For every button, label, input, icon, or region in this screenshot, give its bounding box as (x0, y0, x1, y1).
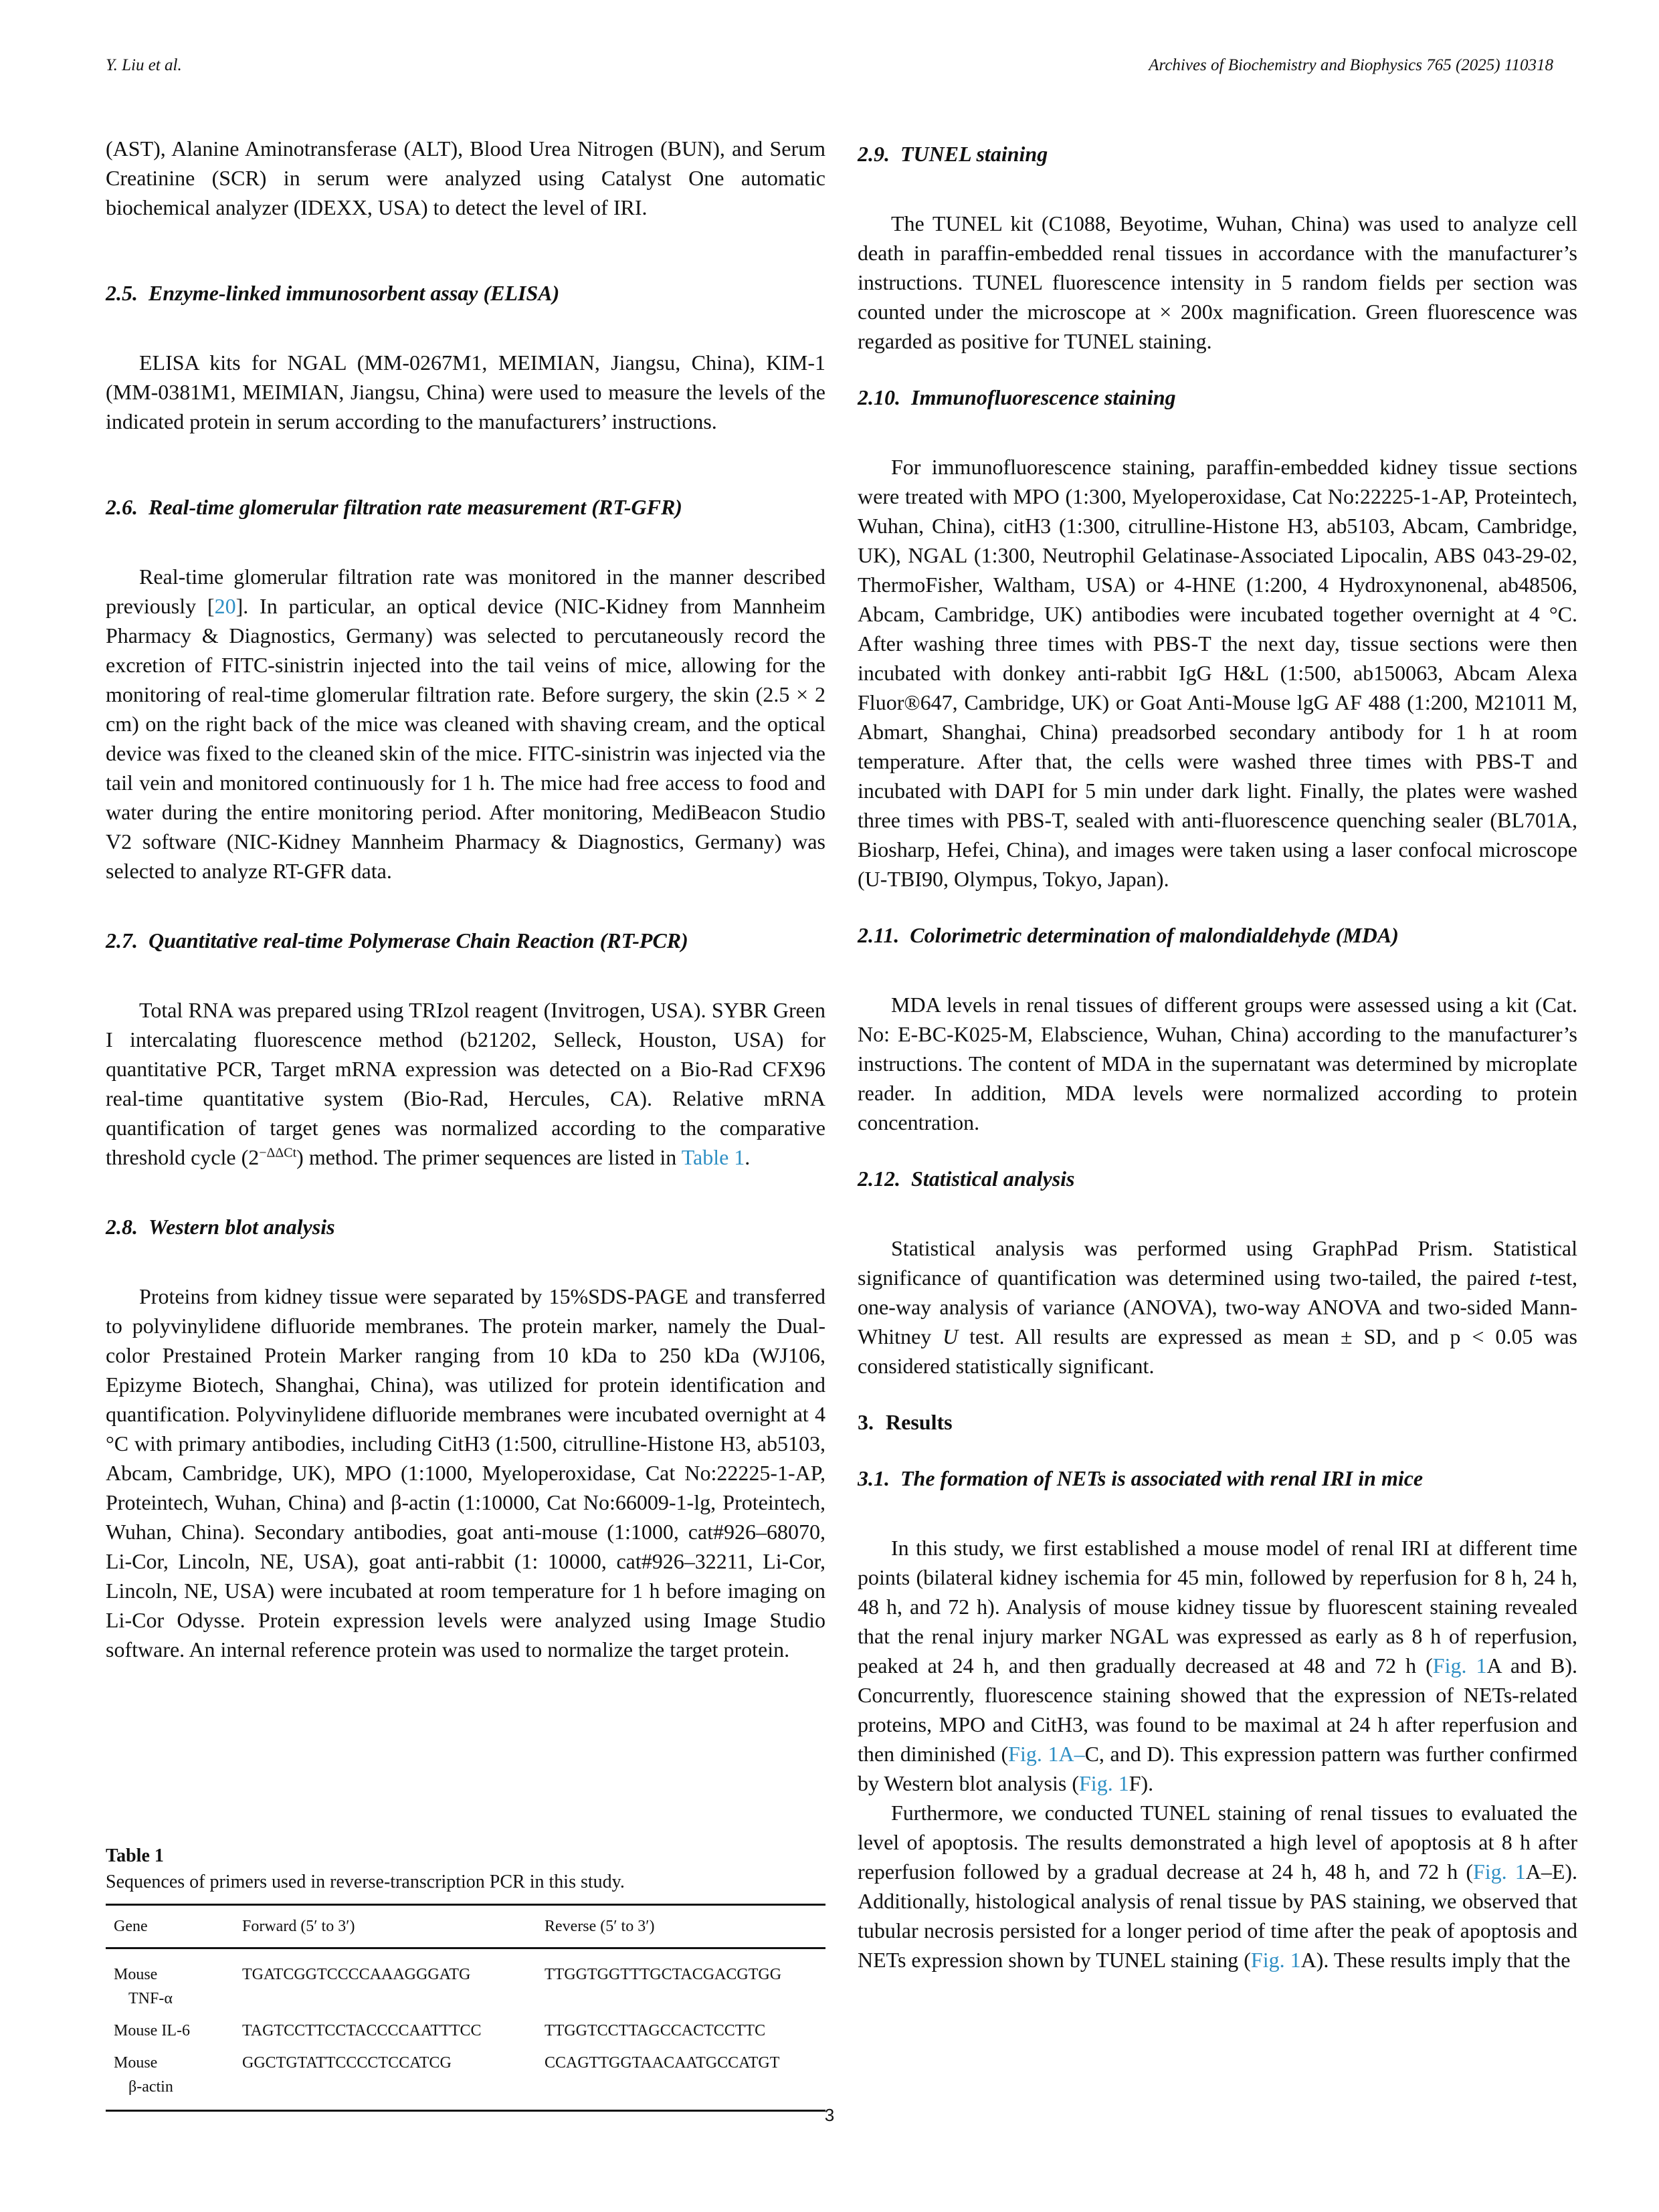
section-heading-2-6 (106, 492, 825, 522)
header-authors: Y. Liu et al. (106, 56, 182, 74)
right-column (858, 134, 1577, 1975)
figure-1-link[interactable]: Fig. 1A– (1008, 1742, 1085, 1766)
paragraph-results-2: Furthermore, we conducted TUNEL staining of renal tissues to evaluated the level of apoptosis. The results demonstrated a high level of apoptosis at 8 h after reperfusion followed by a gradual decrease at 24 h, 48 h, and 72 h (Fig. 1A–E). Additionally, histological analysis of renal tissue by PAS staining, we observed that tubular necrosis persisted for a longer period of time after the peak of apoptosis and NETs expression shown by TUNEL staining (Fig. 1A). These results imply that the (858, 1801, 1578, 1972)
figure-1-link[interactable]: Fig. 1 (1079, 1771, 1129, 1795)
paragraph-tunel: The TUNEL kit (C1088, Beyotime, Wuhan, China) was used to analyze cell death in paraffin-embedded renal tissues in accordance with the manufacturer’s instructions. TUNEL fluorescence intensity in 5 random fields per section was counted under the microscope at × 200x magnification. Green fluorescence was regarded as positive for TUNEL staining. (858, 211, 1577, 353)
left-column (106, 134, 825, 1664)
paragraph-statistics: Statistical analysis was performed using GraphPad Prism. Statistical significance of quantification was determined using two-tailed, the paired t-test, one-way analysis of variance (ANOVA), two-way ANOVA and two-sided Mann-Whitney U test. All results are expressed as mean ± SD, and p < 0.05 was considered statistically significant. (858, 1236, 1578, 1378)
gene-cell: Mouse β-actin (114, 2054, 173, 2096)
section-heading-2-11 (858, 920, 1577, 950)
forward-primer-cell: TGATCGGTCCCCAAAGGGATG (242, 1966, 471, 1983)
paragraph-elisa: ELISA kits for NGAL (MM-0267M1, MEIMIAN, Jiangsu, China), KIM-1 (MM-0381M1, MEIMIAN, Jiangsu, China) were used to measure the levels of the indicated protein in serum according to the manufacturers’ instructions. (106, 350, 825, 433)
reverse-primer-cell: CCAGTTGGTAACAATGCCATGT (545, 2054, 780, 2072)
paragraph-mda: MDA levels in renal tissues of different groups were assessed using a kit (Cat. No: E-BC-K025-M, Elabscience, Wuhan, China) according to the manufacturer’s instructions. The content of MDA in the supernatant was determined by microplate reader. In addition, MDA levels were normalized according to protein concentration. (858, 993, 1577, 1134)
section-heading-2-10 (858, 383, 1577, 412)
paragraph-rt-gfr: Real-time glomerular filtration rate was monitored in the manner described previously [20]. In particular, an optical device (NIC-Kidney from Mannheim Pharmacy & Diagnostics, Germany) was selected to percutaneously record the excretion of FITC-sinistrin injected into the tail veins of mice, allowing for the monitoring of real-time glomerular filtration rate. Before surgery, the skin (2.5 × 2 cm) on the right back of the mice was cleaned with shaving cream, and the optical device was fixed to the cleaned skin of the mice. FITC-sinistrin was injected via the tail vein and monitored continuously for 1 h. The mice had free access to food and water during the entire monitoring period. After monitoring, MediBeacon Studio V2 software (NIC-Kidney Mannheim Pharmacy & Diagnostics, Germany) was selected to analyze RT-GFR data. (106, 565, 826, 883)
section-heading-3-1 (858, 1464, 1577, 1493)
continued-paragraph: (AST), Alanine Aminotransferase (ALT), Blood Urea Nitrogen (BUN), and Serum Creatinine (SCR) in serum were analyzed using Catalyst One automatic biochemical analyzer (IDEXX, USA) to detect the level of IRI. (106, 136, 825, 219)
section-title: Results (886, 1410, 953, 1434)
table-row (106, 1948, 825, 2015)
section-heading-2-7 (106, 926, 825, 955)
table-1 (106, 1843, 825, 2112)
table-1-link[interactable]: Table 1 (681, 1145, 745, 1169)
section-heading-2-9 (858, 139, 1577, 169)
reverse-primer-cell: TTGGTCCTTAGCCACTCCTTC (545, 2022, 766, 2039)
superscript-ddct: −ΔΔCt (259, 1145, 297, 1161)
gene-cell: Mouse TNF-α (114, 1966, 173, 2007)
table-row (106, 2047, 825, 2111)
paragraph-rt-pcr: Total RNA was prepared using TRIzol reagent (Invitrogen, USA). SYBR Green I intercalating fluorescence method (b21202, Selleck, Houston, USA) for quantitative PCR, Target mRNA expression was detected on a Bio-Rad CFX96 real-time quantitative system (Bio-Rad, Hercules, CA). Relative mRNA quantification of target genes was normalized according to the comparative threshold cycle $(2^{-\Delta\Delta Ct})$ method. The primer sequences are listed in Table 1. (106, 998, 825, 1169)
table-label: Table 1 (106, 1845, 164, 1866)
column-header-reverse: Reverse (5′ to 3′) (545, 1918, 655, 1935)
forward-primer-cell: TAGTCCTTCCTACCCCAATTTCC (242, 2022, 482, 2039)
reference-link-20[interactable]: 20 (214, 594, 236, 618)
section-number: 2.7. (106, 928, 138, 952)
running-header (106, 56, 1553, 83)
table-row (106, 2015, 825, 2047)
figure-1-link[interactable]: Fig. 1 (1250, 1948, 1301, 1972)
section-number: 3. (858, 1410, 874, 1434)
section-number: 2.12. (858, 1167, 900, 1191)
section-title: Enzyme-linked immunosorbent assay (ELISA) (149, 281, 560, 305)
section-number: 2.9. (858, 142, 890, 166)
section-number: 2.8. (106, 1215, 138, 1239)
paragraph-immunofluorescence: For immunofluorescence staining, paraffin-embedded kidney tissue sections were treated with MPO (1:300, Myeloperoxidase, Cat No:22225-1-AP, Proteintech, Wuhan, China), citH3 (1:300, citrulline-Histone H3, ab5103, Abcam, Cambridge, UK), NGAL (1:300, Neutrophil Gelatinase-Associated Lipocalin, ABS 043-29-02, ThermoFisher, Waltham, USA) or 4-HNE (1:200, 4 Hydroxynonenal, ab48506, Abcam, Cambridge, UK) antibodies were incubated together overnight at 4 °C. After washing three times with PBS-T the next day, tissue sections were then incubated with donkey anti-rabbit IgG H&L (1:500, ab150063, Abcam Alexa Fluor®647, Cambridge, UK) or Goat Anti-Mouse lgG AF 488 (1:200, M21011 M, Abmart, Shanghai, China) preadsorbed secondary antibody for 1 h at room temperature. After that, the cells were washed three times with PBS-T and incubated with DAPI for 5 min under dark light. Finally, the plates were washed three times with PBS-T, sealed with anti-fluorescence quenching sealer (BL701A, Biosharp, Hefei, China), and images were taken using a laser confocal microscope (U-TBI90, Olympus, Tokyo, Japan). (858, 455, 1577, 891)
section-title: The formation of NETs is associated with renal IRI in mice (900, 1466, 1424, 1490)
reverse-primer-cell: TTGGTGGTTTGCTACGACGTGG (545, 1966, 782, 1983)
section-heading-3-results (858, 1407, 1577, 1437)
section-heading-2-8 (106, 1212, 825, 1241)
section-heading-2-5 (106, 278, 825, 308)
section-title: Western blot analysis (149, 1215, 335, 1239)
figure-1-link[interactable]: Fig. 1 (1432, 1653, 1487, 1678)
section-number: 2.11. (858, 923, 900, 947)
section-title: TUNEL staining (900, 142, 1048, 166)
forward-primer-cell: GGCTGTATTCCCCTCCATCG (242, 2054, 452, 2072)
section-title: Quantitative real-time Polymerase Chain Reaction (RT-PCR) (149, 928, 688, 952)
section-title: Real-time glomerular filtration rate measurement (RT-GFR) (149, 495, 682, 519)
section-number: 2.5. (106, 281, 138, 305)
section-title: Colorimetric determination of malondialdehyde (MDA) (910, 923, 1399, 947)
column-header-forward: Forward (5′ to 3′) (242, 1918, 355, 1935)
table-header-row (106, 1905, 825, 1948)
table-caption: Sequences of primers used in reverse-transcription PCR in this study. (106, 1872, 625, 1892)
gene-cell: Mouse IL-6 (114, 2022, 190, 2039)
figure-1-link[interactable]: Fig. 1 (1472, 1859, 1526, 1884)
section-number: 3.1. (858, 1466, 890, 1490)
header-journal-citation: Archives of Biochemistry and Biophysics 765 (2025) 110318 (1149, 56, 1553, 74)
column-header-gene: Gene (114, 1918, 148, 1935)
primer-table (106, 1904, 825, 2112)
paragraph-results-1: In this study, we first established a mouse model of renal IRI at different time points (bilateral kidney ischemia for 45 min, followed by reperfusion for 8 h, 24 h, 48 h, and 72 h). Analysis of mouse kidney tissue by fluorescent staining revealed that the renal injury marker NGAL was expressed as early as 8 h of reperfusion, peaked at 24 h, and then gradually decreased at 48 and 72 h (Fig. 1A and B). Concurrently, fluorescence staining showed that the expression of NETs-related proteins, MPO and CitH3, was found to be maximal at 24 h after reperfusion and then diminished (Fig. 1A–C, and D). This expression pattern was further confirmed by Western blot analysis (Fig. 1F). (858, 1536, 1578, 1795)
section-heading-2-12 (858, 1164, 1577, 1193)
page-number: 3 (824, 2105, 835, 2125)
paragraph-western-blot: Proteins from kidney tissue were separated by 15%SDS-PAGE and transferred to polyvinylidene difluoride membranes. The protein marker, namely the Dual-color Prestained Protein Marker ranging from 10 kDa to 250 kDa (WJ106, Epizyme Biotech, Shanghai, China), was utilized for protein identification and quantification. Polyvinylidene difluoride membranes were incubated overnight at 4 °C with primary antibodies, including CitH3 (1:500, citrulline-Histone H3, ab5103, Abcam, Cambridge, UK), MPO (1:1000, Myeloperoxidase, Cat No:22225-1-AP, Proteintech, Wuhan, China) and β-actin (1:10000, Cat No:66009-1-lg, Proteintech, Wuhan, China). Secondary antibodies, goat anti-mouse (1:1000, cat#926–68070, Li-Cor, Lincoln, NE, USA), goat anti-rabbit (1: 10000, cat#926–32211, Li-Cor, Lincoln, NE, USA) were incubated at room temperature for 1 h before imaging on Li-Cor Odysse. Protein expression levels were analyzed using Image Studio software. An internal reference protein was used to normalize the target protein. (106, 1284, 825, 1662)
section-number: 2.10. (858, 385, 900, 409)
section-number: 2.6. (106, 495, 138, 519)
section-title: Immunofluorescence staining (911, 385, 1176, 409)
section-title: Statistical analysis (911, 1167, 1075, 1191)
